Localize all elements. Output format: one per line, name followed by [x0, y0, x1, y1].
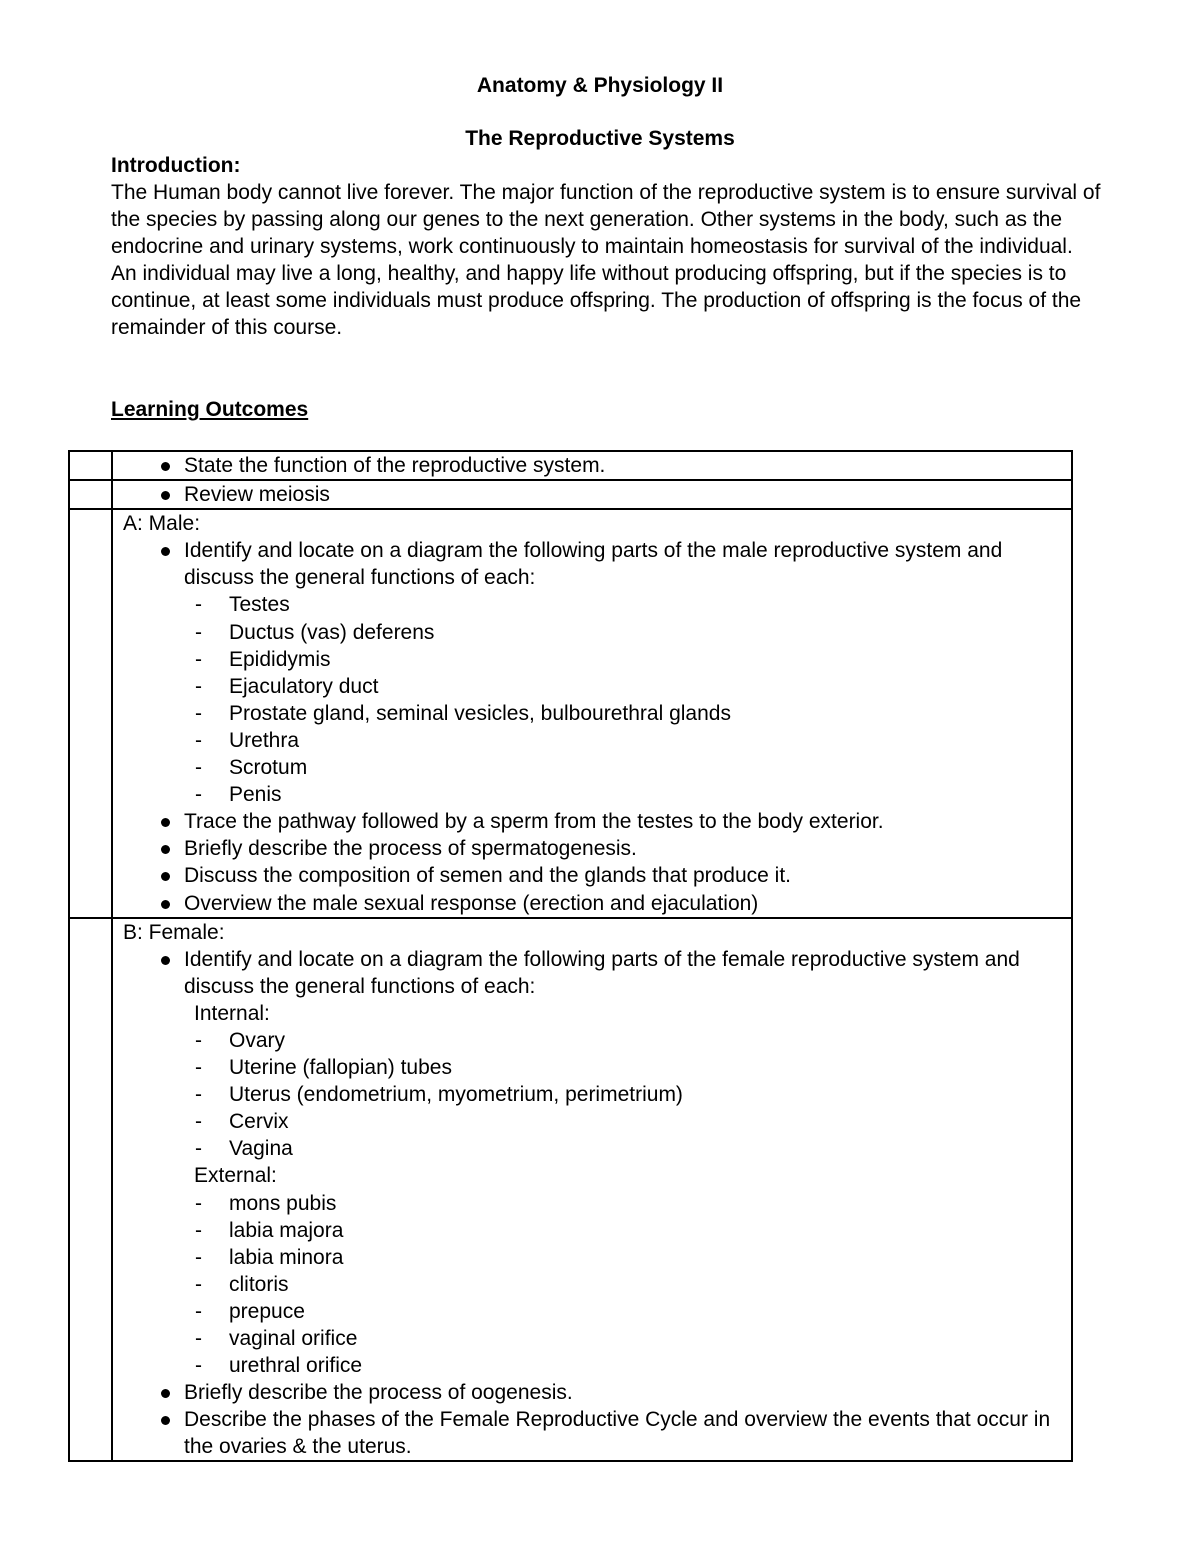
list-item: Trace the pathway followed by a sperm from the testes to the body exterior.	[113, 808, 1071, 835]
list-item: - Ductus (vas) deferens	[113, 619, 1071, 646]
outcome-cell	[112, 451, 1072, 480]
row-number-cell	[69, 451, 112, 480]
list-item: - Uterus (endometrium, myometrium, perimetrium)	[113, 1081, 1071, 1108]
list-item: Discuss the composition of semen and the glands that produce it.	[113, 862, 1071, 889]
female-section-label: B: Female:	[123, 920, 225, 944]
male-section-label: A: Male:	[123, 512, 201, 536]
list-item: Review meiosis	[113, 481, 1071, 508]
outcome-cell-male	[112, 509, 1072, 917]
list-item: Briefly describe the process of oogenesis.	[113, 1379, 1071, 1406]
course-title: Anatomy & Physiology II	[476, 74, 724, 97]
list-item: - Uterine (fallopian) tubes	[113, 1054, 1071, 1081]
list-item: - Ovary	[113, 1027, 1071, 1054]
list-item: - Cervix	[113, 1108, 1071, 1135]
list-item: - labia minora	[113, 1244, 1071, 1271]
introduction-paragraph: The Human body cannot live forever. The major function of the reproductive system is to ensure survival of the species by passing along our genes to the next generation. Other systems in the body, such as the endocrine and urinary systems, work continuously to maintain homeostasis for survival of the individual. An individual may live a long, healthy, and happy life without producing offspring, but if the species is to continue, at least some individuals must produce offspring. The production of offspring is the focus of the remainder of this course.	[111, 181, 1101, 340]
list-item: - Penis	[113, 781, 1071, 808]
list-item: - vaginal orifice	[113, 1325, 1071, 1352]
list-item: - Testes	[113, 591, 1071, 618]
table-row	[69, 480, 1072, 509]
row-number-cell	[69, 480, 112, 509]
list-item: - urethral orifice	[113, 1352, 1071, 1379]
internal-label: Internal:	[194, 1001, 270, 1025]
learning-outcomes-table	[68, 450, 1073, 1462]
outcome-cell-female	[112, 918, 1072, 1462]
list-item: Overview the male sexual response (erection and ejaculation)	[113, 890, 1071, 917]
list-item: - Prostate gland, seminal vesicles, bulbourethral glands	[113, 700, 1071, 727]
list-item: - prepuce	[113, 1298, 1071, 1325]
table-row	[69, 509, 1072, 917]
list-item: Identify and locate on a diagram the following parts of the female reproductive system and discuss the general functions of each:	[113, 946, 1071, 1000]
list-item: - Epididymis	[113, 646, 1071, 673]
row-number-cell	[69, 509, 112, 917]
list-item: Briefly describe the process of spermatogenesis.	[113, 835, 1071, 862]
list-item: - mons pubis	[113, 1190, 1071, 1217]
list-item: - Vagina	[113, 1135, 1071, 1162]
list-item: - Urethra	[113, 727, 1071, 754]
list-item: - labia majora	[113, 1217, 1071, 1244]
unit-title: The Reproductive Systems	[465, 127, 735, 150]
learning-outcomes-heading: Learning Outcomes	[111, 398, 309, 421]
external-label: External:	[194, 1164, 277, 1188]
table-row	[69, 451, 1072, 480]
list-item: State the function of the reproductive system.	[113, 452, 1071, 479]
row-number-cell	[69, 918, 112, 1462]
list-item: - clitoris	[113, 1271, 1071, 1298]
table-row	[69, 918, 1072, 1462]
list-item: - Scrotum	[113, 754, 1071, 781]
introduction-heading: Introduction:	[111, 154, 241, 177]
list-item: Identify and locate on a diagram the following parts of the male reproductive system and discuss the general functions of each:	[113, 537, 1071, 591]
list-item: - Ejaculatory duct	[113, 673, 1071, 700]
outcome-cell	[112, 480, 1072, 509]
list-item: Describe the phases of the Female Reproductive Cycle and overview the events that occur in the ovaries & the uterus.	[113, 1406, 1071, 1460]
